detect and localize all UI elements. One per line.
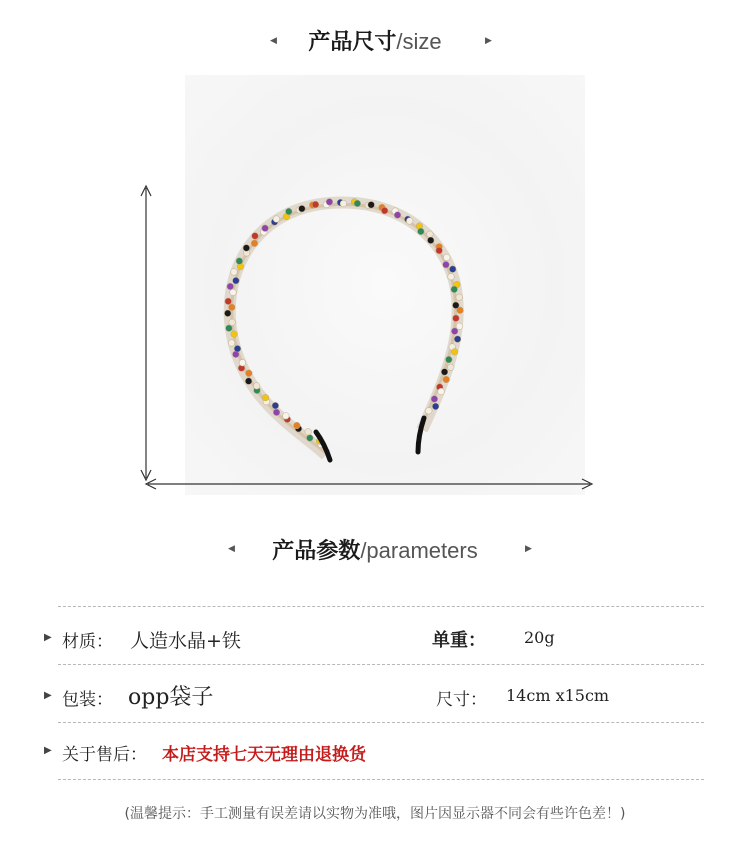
bead xyxy=(443,376,450,383)
bead xyxy=(451,348,458,355)
bead xyxy=(454,336,461,343)
material-value: 人造水晶+铁 xyxy=(130,630,241,652)
weight-label: 单重： xyxy=(432,630,486,651)
bead xyxy=(307,435,314,442)
bead xyxy=(231,269,238,276)
bullet-triangle-icon: ▶ xyxy=(44,745,52,756)
height-dimension-arrow xyxy=(141,186,151,480)
params-section-title xyxy=(0,534,750,565)
bead xyxy=(228,304,235,311)
bead xyxy=(445,356,452,363)
packaging-label: 包装： xyxy=(62,690,113,710)
bead xyxy=(443,261,450,268)
bead xyxy=(451,328,458,335)
bead xyxy=(432,403,439,410)
bead xyxy=(326,199,333,206)
bead xyxy=(451,286,458,293)
bead xyxy=(299,205,306,212)
bead xyxy=(272,402,279,409)
bead xyxy=(425,408,432,415)
dimensions-label: 尺寸： xyxy=(436,690,487,710)
bead xyxy=(456,323,463,330)
bead xyxy=(456,294,463,301)
weight-value: 20g xyxy=(524,628,555,647)
bead xyxy=(273,409,280,416)
bead xyxy=(449,266,456,273)
packaging-value: opp袋子 xyxy=(128,685,214,710)
params-title-en: /parameters xyxy=(360,538,478,563)
bead xyxy=(431,396,438,403)
bead xyxy=(285,208,292,215)
size-title-zh: 产品尺寸 xyxy=(308,30,397,55)
right-triangle-icon: ▶ xyxy=(485,36,492,46)
bead xyxy=(230,289,237,296)
size-title-en: /size xyxy=(396,29,442,54)
bead xyxy=(312,201,319,208)
bead xyxy=(418,228,425,235)
bead xyxy=(354,200,361,207)
bead xyxy=(234,345,241,352)
bead xyxy=(246,370,253,377)
bead xyxy=(283,413,290,420)
divider xyxy=(58,722,704,723)
divider xyxy=(58,606,704,607)
bead xyxy=(262,225,269,232)
bullet-triangle-icon: ▶ xyxy=(44,632,52,643)
measurement-note: (温馨提示：手工测量有误差请以实物为准哦，图片因显示器不同会有些许色差！) xyxy=(124,806,626,822)
bead xyxy=(340,200,347,207)
bead xyxy=(231,331,238,338)
bead xyxy=(239,359,246,366)
bead xyxy=(427,237,434,244)
bead xyxy=(229,319,236,326)
bead xyxy=(441,369,448,376)
bead xyxy=(394,212,401,219)
bead xyxy=(262,394,269,401)
bead xyxy=(227,283,234,290)
bead xyxy=(245,378,252,385)
bead xyxy=(406,218,413,225)
bead xyxy=(253,383,260,390)
bead xyxy=(457,307,464,314)
bead xyxy=(448,273,455,280)
bead xyxy=(381,207,388,214)
bead xyxy=(294,422,301,429)
bead xyxy=(225,298,232,305)
divider xyxy=(58,664,704,665)
bead xyxy=(236,258,243,265)
bead xyxy=(443,254,450,261)
bead xyxy=(453,315,460,322)
bead xyxy=(305,429,312,436)
bead xyxy=(226,325,233,332)
headband-image xyxy=(224,199,463,460)
bead xyxy=(438,388,445,395)
params-title-zh: 产品参数 xyxy=(272,539,361,564)
bead xyxy=(273,216,280,223)
bead xyxy=(252,233,259,240)
bead xyxy=(228,340,235,347)
bead xyxy=(224,310,231,317)
bullet-triangle-icon: ▶ xyxy=(44,690,52,701)
bead xyxy=(427,231,434,238)
aftersale-label: 关于售后： xyxy=(62,745,147,765)
width-dimension-arrow xyxy=(146,479,592,489)
bead xyxy=(233,277,240,284)
bead xyxy=(368,202,375,209)
material-label: 材质： xyxy=(62,632,113,652)
bead xyxy=(251,240,258,247)
bead xyxy=(243,245,250,252)
left-triangle-icon: ◀ xyxy=(270,36,277,46)
dimensions-value: 14cm x15cm xyxy=(506,686,610,705)
bead xyxy=(447,364,454,371)
left-triangle-icon: ◀ xyxy=(228,544,235,554)
right-triangle-icon: ▶ xyxy=(525,544,532,554)
divider xyxy=(58,779,704,780)
aftersale-value: 本店支持七天无理由退换货 xyxy=(162,745,366,765)
bead xyxy=(436,247,443,254)
